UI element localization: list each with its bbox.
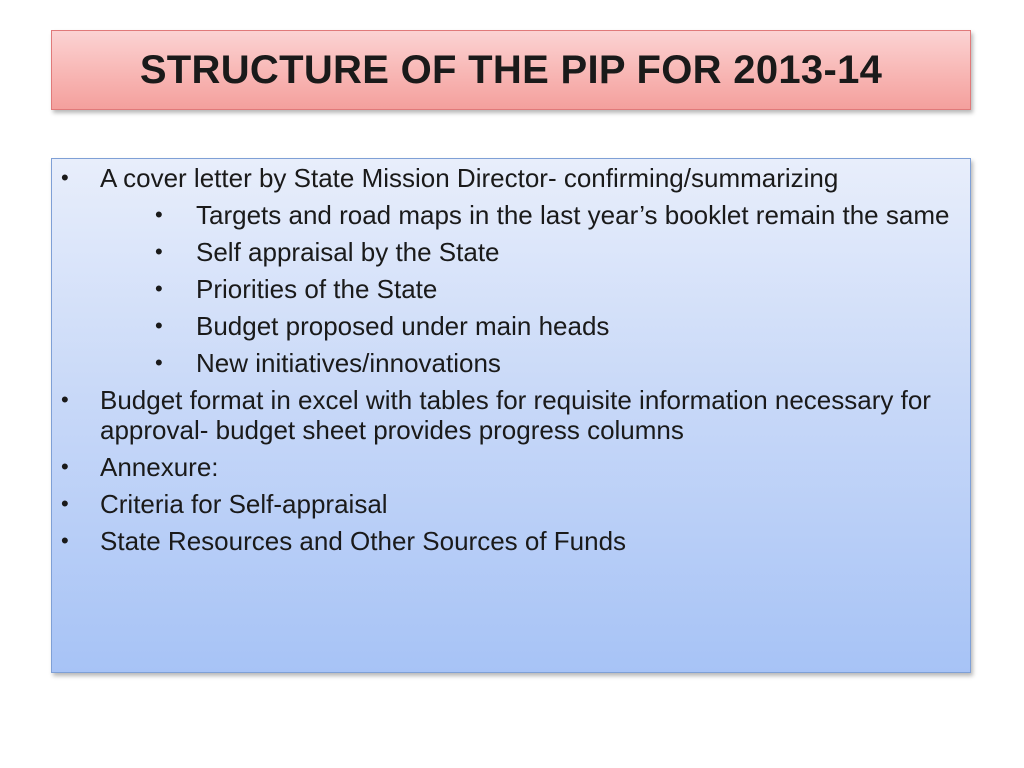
content-box [51, 158, 971, 673]
sub-bullet-item [52, 237, 970, 267]
bullet-marker: • [61, 454, 69, 479]
bullet-text: A cover letter by State Mission Director- confirming/summarizing [100, 163, 839, 193]
sub-bullet-item [52, 348, 970, 378]
bullet-marker: • [61, 491, 69, 516]
bullet-text: Budget proposed under main heads [196, 311, 610, 341]
bullet-item [52, 452, 970, 482]
bullet-list [52, 163, 970, 556]
bullet-item [52, 385, 970, 445]
bullet-text: New initiatives/innovations [196, 348, 501, 378]
bullet-marker: • [155, 313, 163, 338]
slide-title: STRUCTURE OF THE PIP FOR 2013-14 [139, 47, 883, 92]
bullet-marker: • [155, 202, 163, 227]
sub-bullet-item [52, 311, 970, 341]
bullet-text: State Resources and Other Sources of Funds [100, 526, 627, 556]
bullet-item [52, 526, 970, 556]
bullet-marker: • [155, 350, 163, 375]
bullet-text: Annexure: [100, 452, 219, 482]
bullet-text: Targets and road maps in the last year’s booklet remain the same [196, 200, 950, 230]
bullet-marker: • [61, 528, 69, 553]
title-box [51, 30, 971, 110]
bullet-text: Priorities of the State [196, 274, 438, 304]
sub-bullet-item [52, 200, 970, 230]
bullet-marker: • [155, 239, 163, 264]
bullet-item [52, 489, 970, 519]
bullet-marker: • [155, 276, 163, 301]
sub-bullet-item [52, 274, 970, 304]
bullet-marker: • [61, 387, 69, 412]
bullet-item [52, 163, 970, 193]
bullet-marker: • [61, 165, 69, 190]
bullet-text: Self appraisal by the State [196, 237, 500, 267]
bullet-text: Budget format in excel with tables for requisite information necessary for approval- budget sheet provides progress columns [100, 385, 931, 445]
bullet-text: Criteria for Self-appraisal [100, 489, 388, 519]
